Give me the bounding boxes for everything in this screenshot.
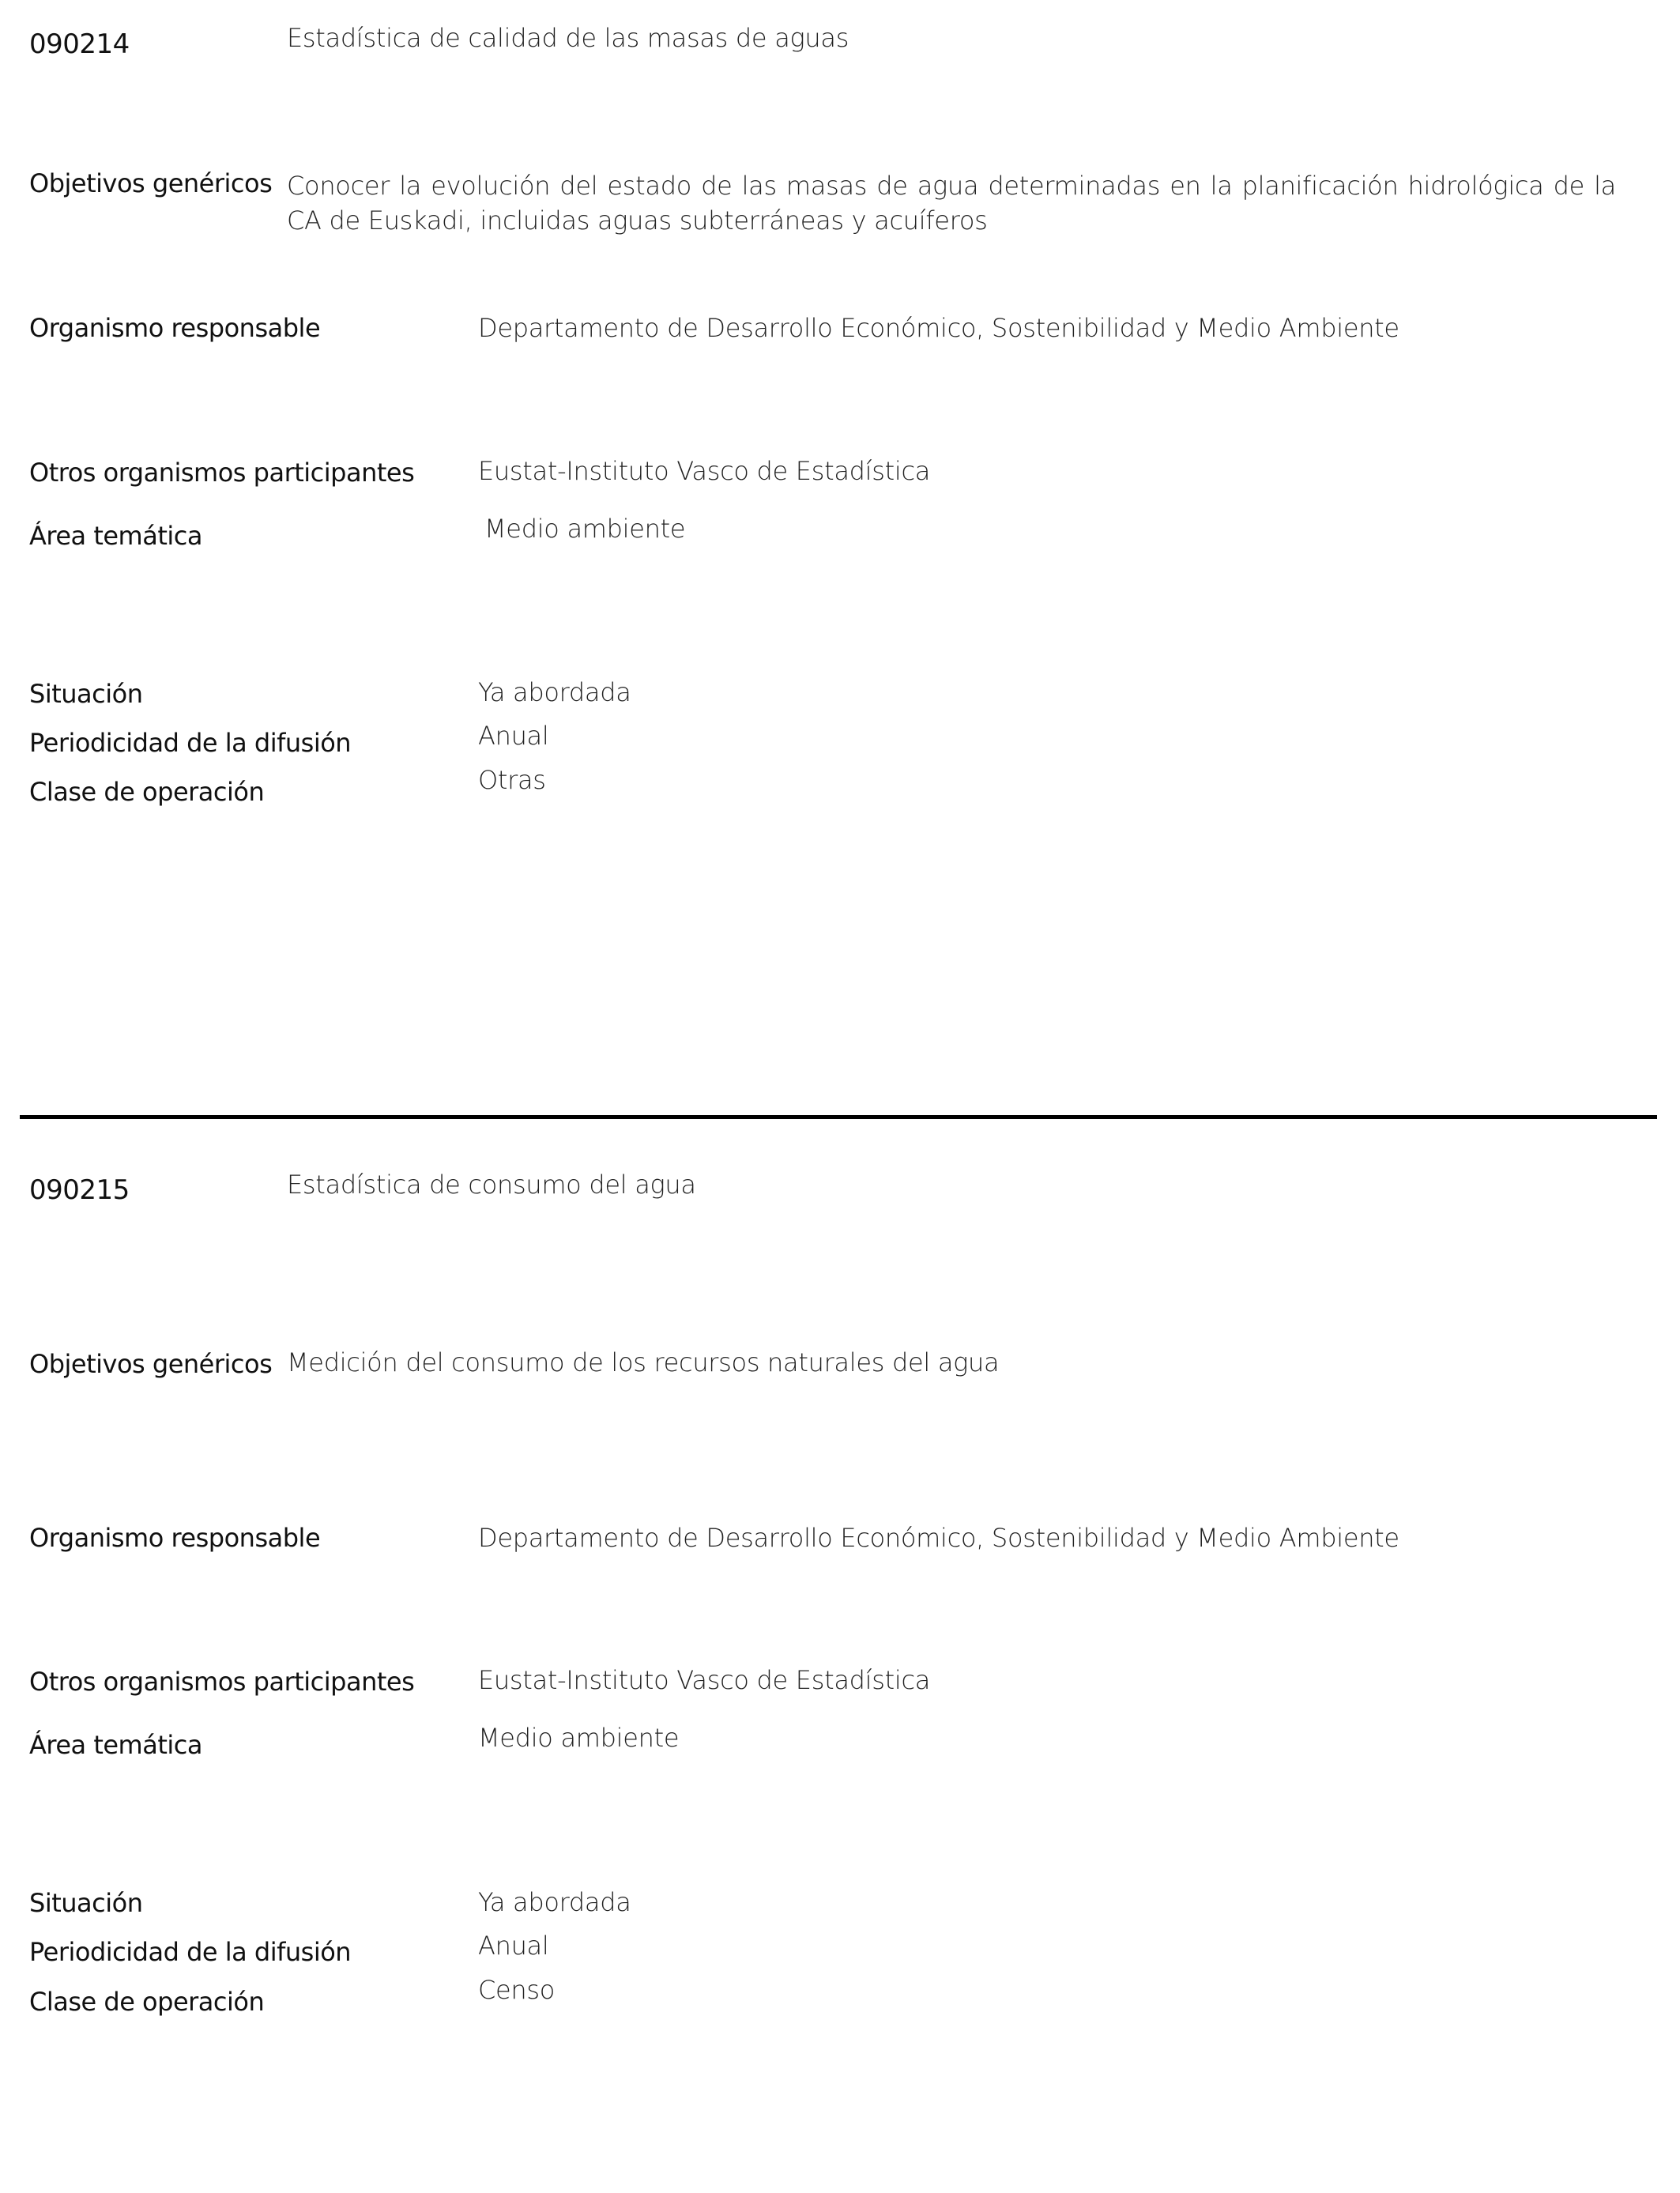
clase-value: Censo bbox=[478, 1975, 556, 2005]
clase-label: Clase de operación bbox=[29, 1987, 265, 2017]
area-label: Área temática bbox=[29, 1730, 202, 1760]
otros-value: Eustat-Instituto Vasco de Estadística bbox=[478, 456, 931, 486]
section-divider bbox=[20, 1115, 1657, 1119]
objetivos-value: Conocer la evolución del estado de las masas de agua determinadas en la planificación hidrológica de la CA de Euskadi, incluidas aguas subterráneas y acuíferos bbox=[287, 171, 1616, 236]
periodicidad-label: Periodicidad de la difusión bbox=[29, 728, 352, 758]
organismo-label: Organismo responsable bbox=[29, 1523, 321, 1553]
objetivos-value: Medición del consumo de los recursos naturales del agua bbox=[287, 1347, 1000, 1377]
organismo-value: Departamento de Desarrollo Económico, Sostenibilidad y Medio Ambiente bbox=[478, 313, 1399, 343]
situacion-label: Situación bbox=[29, 679, 143, 709]
otros-value: Eustat-Instituto Vasco de Estadística bbox=[478, 1665, 931, 1695]
periodicidad-value: Anual bbox=[478, 721, 549, 751]
clase-label: Clase de operación bbox=[29, 777, 265, 807]
record-code: 090214 bbox=[29, 28, 130, 60]
otros-label: Otros organismos participantes bbox=[29, 1667, 415, 1697]
organismo-label: Organismo responsable bbox=[29, 313, 321, 343]
record-code: 090215 bbox=[29, 1174, 130, 1206]
clase-value: Otras bbox=[478, 765, 546, 795]
periodicidad-label: Periodicidad de la difusión bbox=[29, 1937, 352, 1967]
organismo-value: Departamento de Desarrollo Económico, Sostenibilidad y Medio Ambiente bbox=[478, 1523, 1399, 1553]
area-label: Área temática bbox=[29, 521, 202, 551]
area-value: Medio ambiente bbox=[484, 514, 686, 544]
otros-label: Otros organismos participantes bbox=[29, 458, 415, 488]
objetivos-label: Objetivos genéricos bbox=[29, 168, 273, 198]
area-value: Medio ambiente bbox=[478, 1723, 680, 1753]
record-title: Estadística de calidad de las masas de aguas bbox=[287, 23, 849, 53]
situacion-value: Ya abordada bbox=[478, 677, 631, 707]
periodicidad-value: Anual bbox=[478, 1931, 549, 1961]
objetivos-label: Objetivos genéricos bbox=[29, 1349, 273, 1379]
record-title: Estadística de consumo del agua bbox=[287, 1170, 696, 1200]
situacion-value: Ya abordada bbox=[478, 1887, 631, 1917]
situacion-label: Situación bbox=[29, 1888, 143, 1918]
